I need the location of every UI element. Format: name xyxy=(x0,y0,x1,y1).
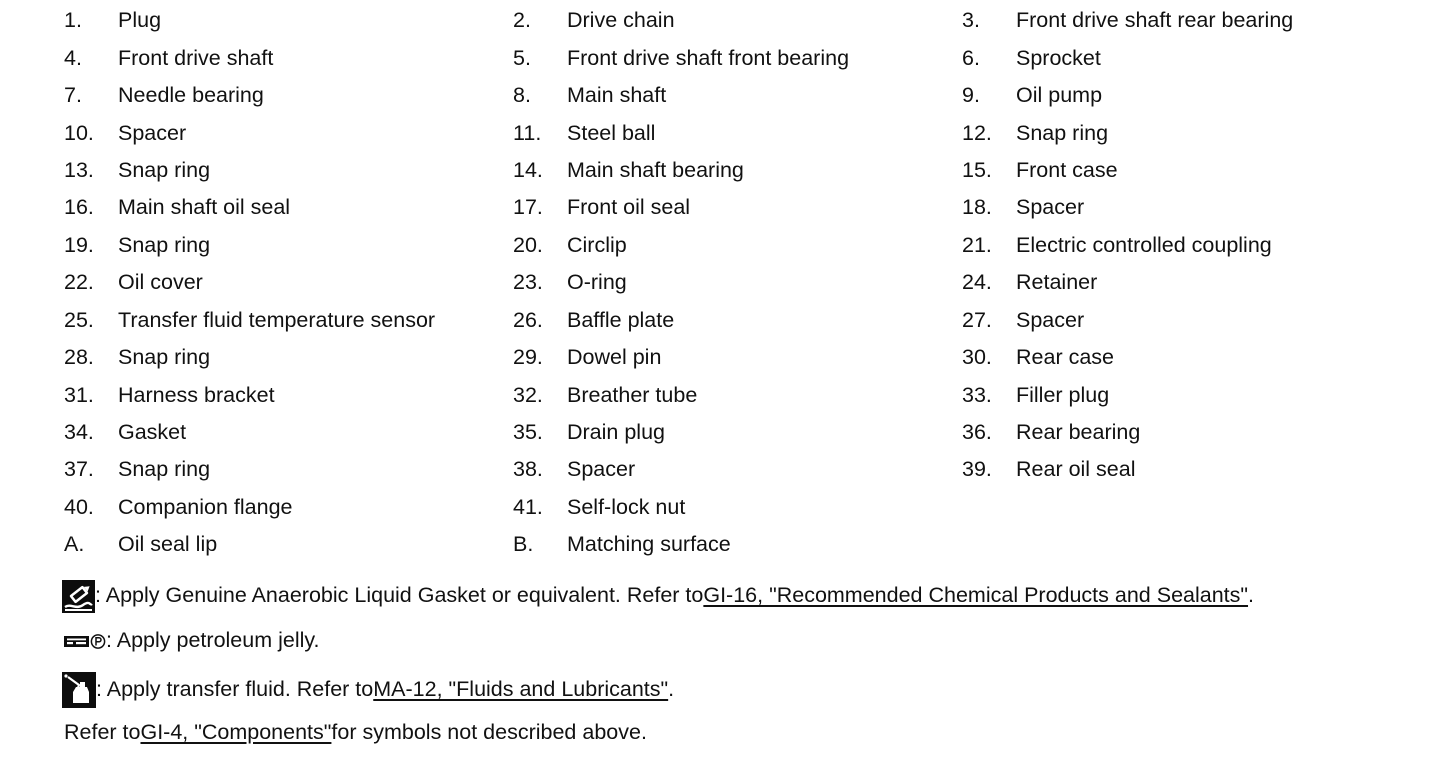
legend-item xyxy=(962,39,1411,76)
legend-item xyxy=(513,227,962,264)
legend-item xyxy=(513,152,962,189)
note-petroleum xyxy=(62,619,1432,663)
legend-label: Oil pump xyxy=(1016,83,1103,108)
legend-label: Main shaft xyxy=(567,83,667,108)
legend-label: Needle bearing xyxy=(118,83,264,108)
legend-item xyxy=(513,264,962,301)
legend-item xyxy=(513,339,962,376)
legend-item xyxy=(513,489,962,526)
legend-number: 8. xyxy=(513,83,531,108)
legend-label: Spacer xyxy=(567,457,636,482)
legend-item xyxy=(64,526,513,563)
legend-number: 1. xyxy=(64,8,82,33)
legend-number: 4. xyxy=(64,45,82,70)
legend-label: Oil cover xyxy=(118,270,203,295)
legend-number: 41. xyxy=(513,494,543,519)
petroleum-note-text: : Apply petroleum jelly. xyxy=(106,628,320,653)
fluid-note-end: . xyxy=(668,677,675,702)
legend-number: 27. xyxy=(962,307,992,332)
legend-number: 11. xyxy=(513,120,542,145)
legend-empty-cell xyxy=(962,489,1411,526)
legend-number: B. xyxy=(513,532,534,557)
legend-item xyxy=(962,227,1411,264)
legend-label: Snap ring xyxy=(118,232,211,257)
legend-number: A. xyxy=(64,532,85,557)
gi4-components-link[interactable]: GI-4, "Components" xyxy=(140,720,332,745)
ma12-fluids-link[interactable]: MA-12, "Fluids and Lubricants" xyxy=(373,677,669,702)
legend-label: Gasket xyxy=(118,420,187,445)
legend-label: Matching surface xyxy=(567,532,731,557)
legend-number: 35. xyxy=(513,420,543,445)
legend-item xyxy=(513,376,962,413)
legend-label: Dowel pin xyxy=(567,345,662,370)
legend-item xyxy=(962,302,1411,339)
legend-label: Oil seal lip xyxy=(118,532,218,557)
legend-item xyxy=(513,302,962,339)
legend-number: 22. xyxy=(64,270,94,295)
legend-item xyxy=(962,2,1411,39)
parts-legend xyxy=(64,2,1411,564)
legend-number: 25. xyxy=(64,307,94,332)
legend-label: Front oil seal xyxy=(567,195,691,220)
legend-label: Front drive shaft xyxy=(118,45,274,70)
legend-item xyxy=(962,152,1411,189)
legend-number: 39. xyxy=(962,457,992,482)
legend-number: 32. xyxy=(513,382,543,407)
legend-number: 20. xyxy=(513,232,543,257)
legend-number: 6. xyxy=(962,45,980,70)
legend-label: Harness bracket xyxy=(118,382,275,407)
legend-item xyxy=(962,264,1411,301)
legend-item xyxy=(64,189,513,226)
legend-label: Snap ring xyxy=(118,457,211,482)
legend-number: 2. xyxy=(513,8,531,33)
legend-item xyxy=(513,451,962,488)
legend-label: Baffle plate xyxy=(567,307,675,332)
legend-label: Spacer xyxy=(1016,307,1085,332)
legend-item xyxy=(64,414,513,451)
legend-label: Retainer xyxy=(1016,270,1098,295)
legend-label: Rear bearing xyxy=(1016,420,1141,445)
legend-label: Main shaft bearing xyxy=(567,157,744,182)
oil-can-icon xyxy=(62,672,96,708)
legend-item xyxy=(64,264,513,301)
legend-number: 34. xyxy=(64,420,94,445)
legend-item xyxy=(64,39,513,76)
legend-item xyxy=(962,451,1411,488)
symbol-notes xyxy=(62,573,1432,750)
legend-label: Companion flange xyxy=(118,494,293,519)
petroleum-jelly-icon xyxy=(62,630,106,652)
legend-item xyxy=(962,77,1411,114)
legend-number: 26. xyxy=(513,307,543,332)
legend-label: Breather tube xyxy=(567,382,698,407)
legend-number: 24. xyxy=(962,270,992,295)
legend-number: 18. xyxy=(962,195,992,220)
legend-label: Transfer fluid temperature sensor xyxy=(118,307,436,332)
legend-label: Main shaft oil seal xyxy=(118,195,291,220)
legend-item xyxy=(64,227,513,264)
legend-item xyxy=(513,526,962,563)
legend-item xyxy=(64,114,513,151)
legend-label: Sprocket xyxy=(1016,45,1101,70)
legend-number: 16. xyxy=(64,195,94,220)
legend-item xyxy=(64,451,513,488)
legend-number: 37. xyxy=(64,457,94,482)
components-note-suffix: for symbols not described above. xyxy=(331,720,647,745)
legend-number: 30. xyxy=(962,345,992,370)
legend-number: 15. xyxy=(962,157,992,182)
legend-label: Snap ring xyxy=(1016,120,1109,145)
legend-number: 29. xyxy=(513,345,543,370)
legend-number: 10. xyxy=(64,120,94,145)
legend-item xyxy=(64,489,513,526)
legend-item xyxy=(513,39,962,76)
legend-label: Front drive shaft front bearing xyxy=(567,45,850,70)
legend-item xyxy=(64,77,513,114)
legend-item xyxy=(64,152,513,189)
legend-label: Circlip xyxy=(567,232,627,257)
gasket-note-text: : Apply Genuine Anaerobic Liquid Gasket or equivalent. Refer to xyxy=(95,583,704,608)
legend-label: Snap ring xyxy=(118,345,211,370)
legend-number: 28. xyxy=(64,345,94,370)
legend-number: 5. xyxy=(513,45,531,70)
legend-number: 7. xyxy=(64,83,82,108)
gi16-sealants-link[interactable]: GI-16, "Recommended Chemical Products and Sealants" xyxy=(703,583,1249,608)
legend-item xyxy=(962,376,1411,413)
legend-number: 40. xyxy=(64,494,94,519)
legend-label: Self-lock nut xyxy=(567,494,686,519)
legend-item xyxy=(513,189,962,226)
legend-item xyxy=(513,2,962,39)
legend-label: Spacer xyxy=(118,120,187,145)
legend-item xyxy=(962,339,1411,376)
legend-number: 13. xyxy=(64,157,94,182)
legend-number: 9. xyxy=(962,83,980,108)
legend-number: 14. xyxy=(513,157,543,182)
legend-label: Snap ring xyxy=(118,157,211,182)
legend-label: Front case xyxy=(1016,157,1118,182)
legend-item xyxy=(64,376,513,413)
legend-item xyxy=(64,302,513,339)
legend-number: 19. xyxy=(64,232,94,257)
legend-item xyxy=(513,414,962,451)
legend-label: O-ring xyxy=(567,270,627,295)
legend-item xyxy=(64,339,513,376)
legend-label: Spacer xyxy=(1016,195,1085,220)
legend-number: 31. xyxy=(64,382,94,407)
legend-number: 21. xyxy=(962,232,992,257)
legend-item xyxy=(962,414,1411,451)
legend-number: 17. xyxy=(513,195,543,220)
fluid-note-text: : Apply transfer fluid. Refer to xyxy=(96,677,374,702)
legend-label: Drive chain xyxy=(567,8,675,33)
legend-number: 3. xyxy=(962,8,980,33)
note-fluid xyxy=(62,664,1432,716)
legend-label: Drain plug xyxy=(567,420,665,445)
legend-number: 12. xyxy=(962,120,992,145)
gasket-applicator-icon xyxy=(62,580,95,613)
components-note-prefix: Refer to xyxy=(64,720,141,745)
legend-label: Rear oil seal xyxy=(1016,457,1136,482)
legend-item xyxy=(513,77,962,114)
note-gasket xyxy=(62,573,1432,619)
note-components xyxy=(62,716,1432,750)
legend-label: Plug xyxy=(118,8,162,33)
legend-number: 33. xyxy=(962,382,992,407)
legend-label: Steel ball xyxy=(567,120,656,145)
legend-item xyxy=(64,2,513,39)
legend-item xyxy=(513,114,962,151)
gasket-note-end: . xyxy=(1248,583,1255,608)
legend-number: 38. xyxy=(513,457,543,482)
legend-label: Electric controlled coupling xyxy=(1016,232,1272,257)
legend-label: Filler plug xyxy=(1016,382,1110,407)
legend-label: Rear case xyxy=(1016,345,1114,370)
legend-number: 36. xyxy=(962,420,992,445)
legend-item xyxy=(962,114,1411,151)
legend-label: Front drive shaft rear bearing xyxy=(1016,8,1294,33)
legend-number: 23. xyxy=(513,270,543,295)
legend-item xyxy=(962,189,1411,226)
